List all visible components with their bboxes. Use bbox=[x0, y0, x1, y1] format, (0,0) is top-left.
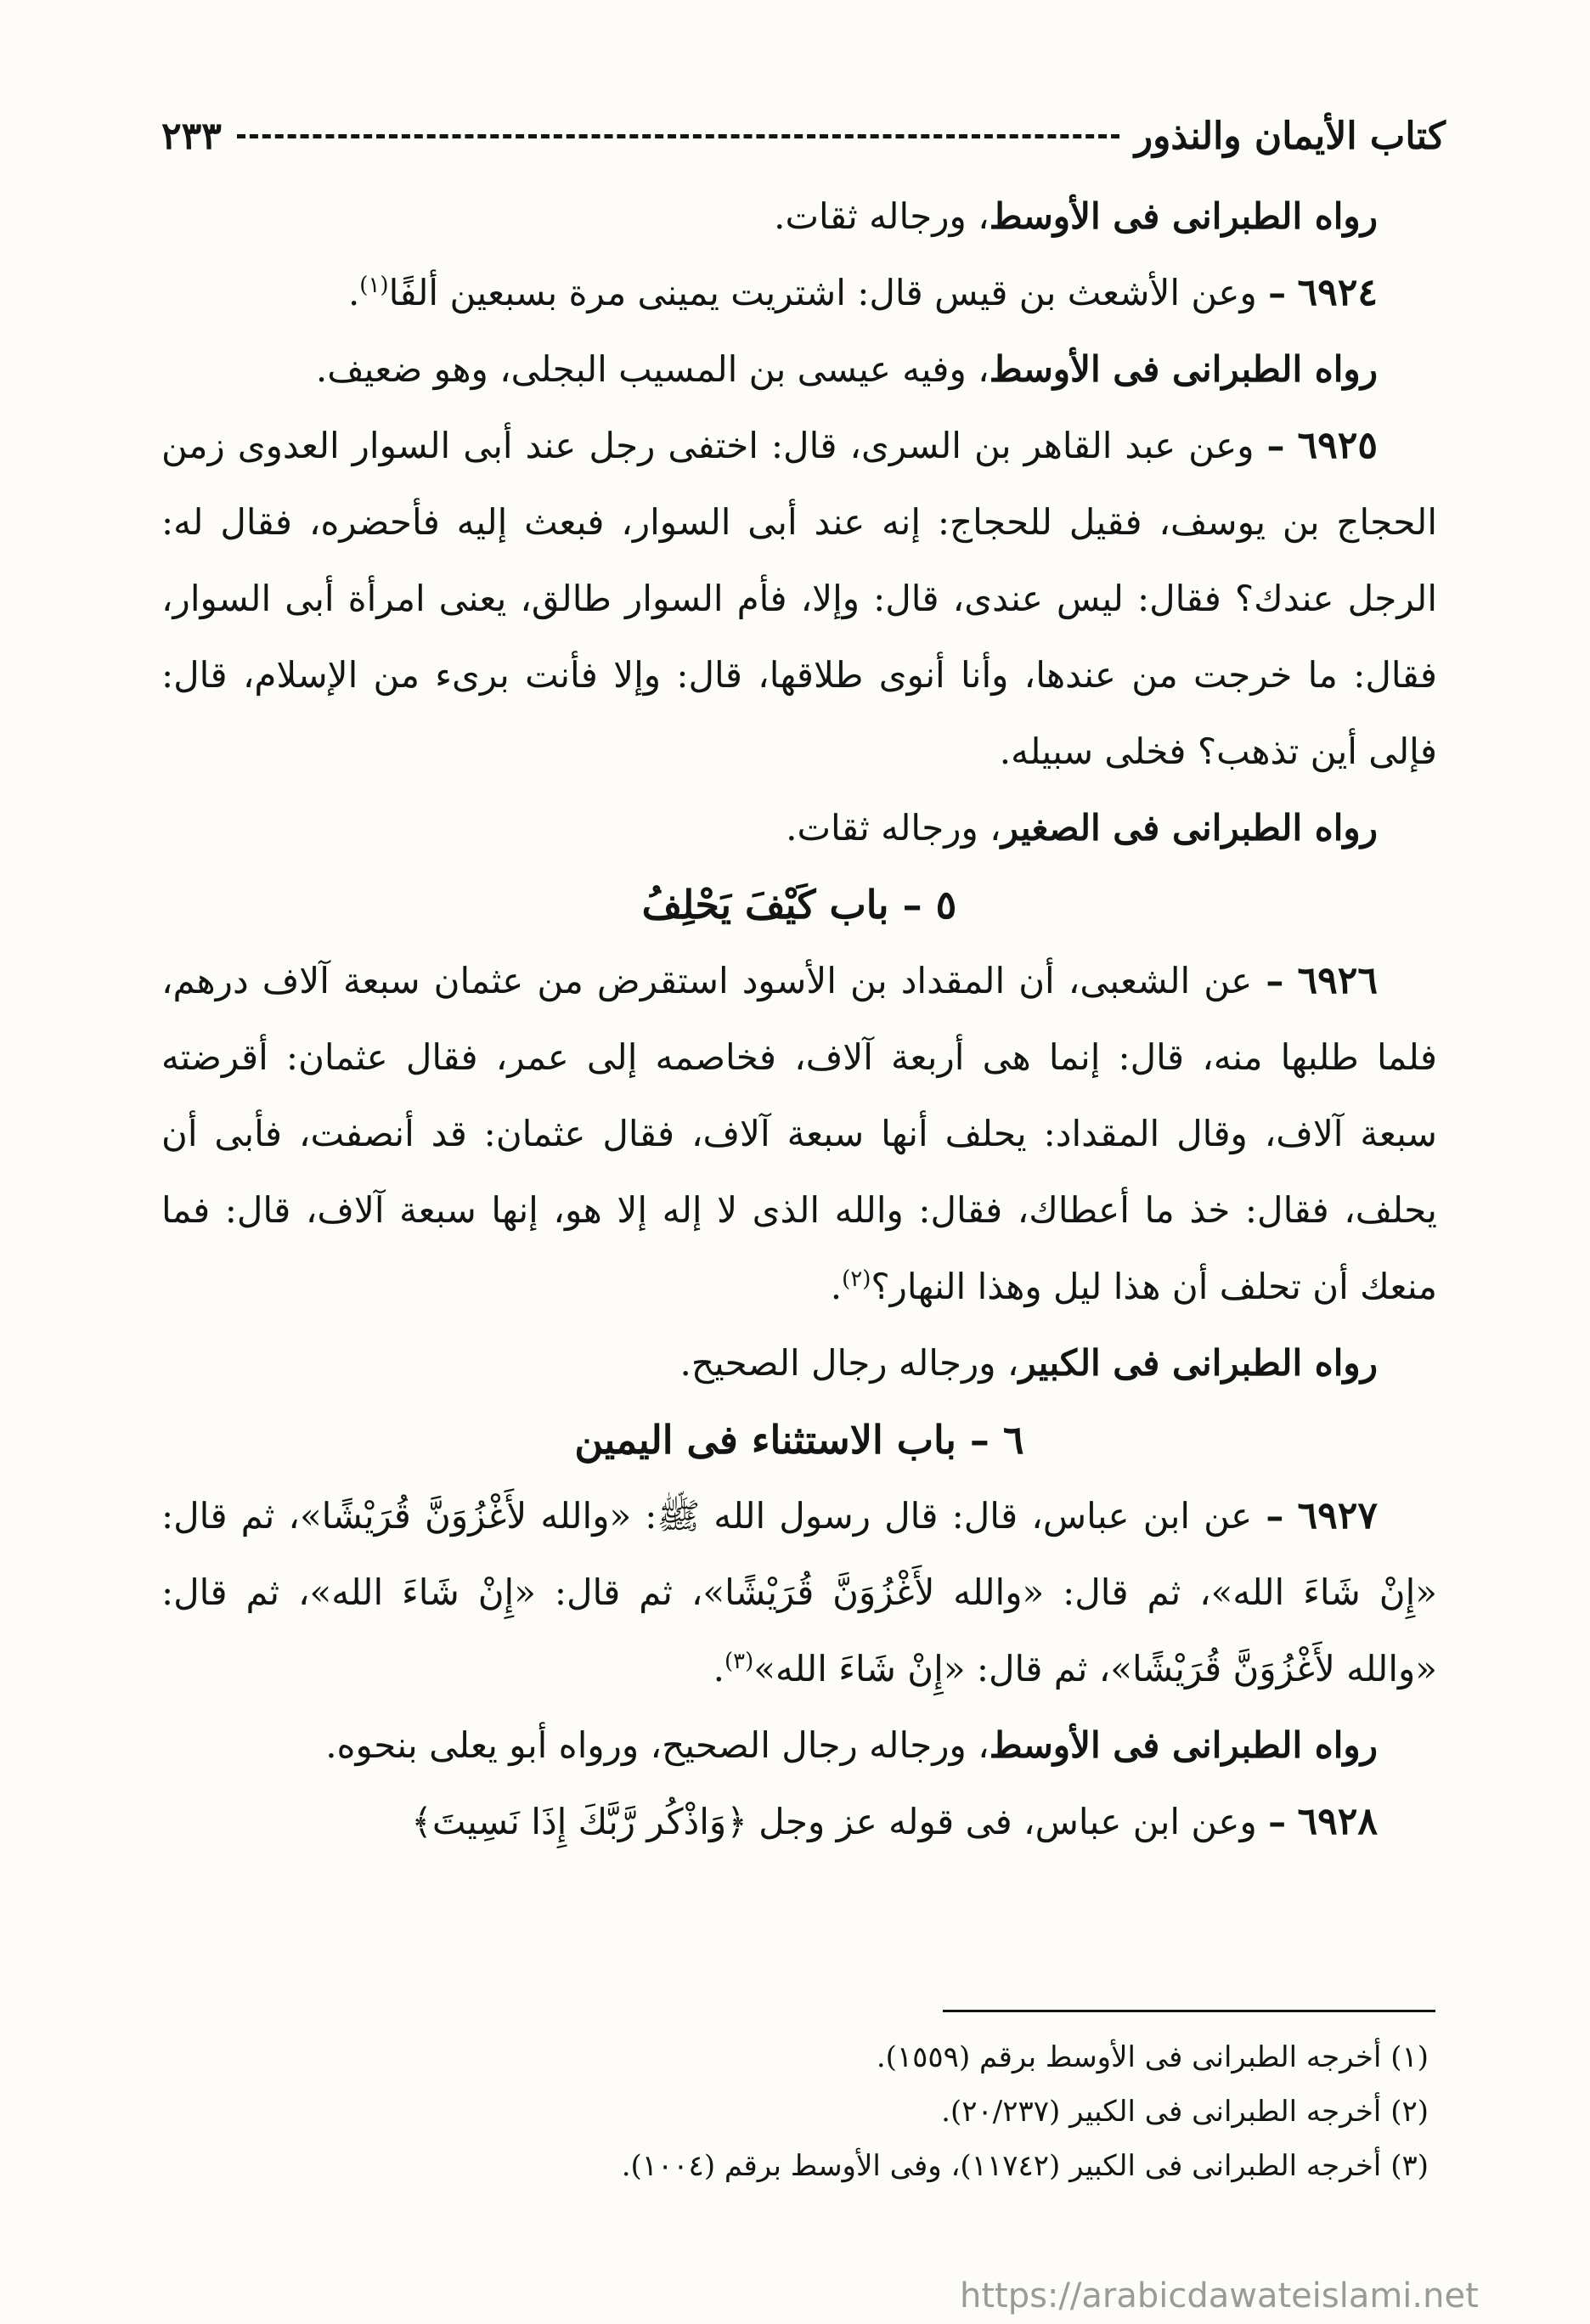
source-line: رواه الطبرانى فى الأوسط، ورجاله رجال الصحيح، ورواه أبو يعلى بنحوه. bbox=[325, 1724, 1378, 1766]
page-number: ٢٣٣ bbox=[161, 114, 222, 158]
footnotes bbox=[161, 2030, 1429, 2193]
footnote: (٢) أخرجه الطبرانى فى الكبير (٢٠/٢٣٧). bbox=[941, 2095, 1429, 2129]
book-title: كتاب الأيمان والنذور bbox=[1134, 114, 1446, 158]
footnote-ref: (٢) bbox=[842, 1266, 871, 1292]
main-text bbox=[161, 178, 1437, 1860]
hadith-entry: ٦٩٢٥ – وعن عبد القاهر بن السرى، قال: اختفى رجل عند أبى السوار العدوى زمن الحجاج بن يوسف، فقيل للحجاج: إنه عند أبى السوار، فبعث إليه فأحضره، فقال له: الرجل عندك؟ فقال: ليس عندى، قال: وإلا، فأم السوار طالق، يعنى امرأة أبى السوار، فقال: ما خرجت من عندها، وأنا أنوى طلاقها، قال: وإلا فأنت برىء من الإسلام، قال: فإلى أين تذهب؟ فخلى سبيله. bbox=[161, 424, 1437, 772]
footnote: (٣) أخرجه الطبرانى فى الكبير (١١٧٤٢)، وفى الأوسط برقم (١٠٠٤). bbox=[621, 2149, 1429, 2183]
source-line: رواه الطبرانى فى الأوسط، وفيه عيسى بن المسيب البجلى، وهو ضعيف. bbox=[315, 348, 1378, 390]
chapter-heading: ٥ – باب كَيْفَ يَحْلِفُ bbox=[641, 882, 957, 928]
hadith-entry: ٦٩٢٨ – وعن ابن عباس، فى قوله عز وجل ﴿وَاذْكُر رَّبَّكَ إِذَا نَسِيتَ﴾ bbox=[411, 1800, 1378, 1843]
footnote-ref: (٣) bbox=[725, 1649, 754, 1674]
hadith-entry: ٦٩٢٧ – عن ابن عباس، قال: قال رسول الله ﷺ: «والله لأَغْزُوَنَّ قُرَيْشًا»، ثم قال: «إِنْ شَاءَ الله»، ثم قال: «والله لأَغْزُوَنَّ قُرَيْشًا»، ثم قال: «إِنْ شَاءَ الله»، ثم قال: «والله لأَغْزُوَنَّ قُرَيْشًا»، ثم قال: «إِنْ شَاءَ الله»$^{(٣)}$. bbox=[161, 1494, 1437, 1689]
source-line: رواه الطبرانى فى الأوسط، ورجاله ثقات. bbox=[774, 195, 1378, 237]
hadith-number: ٦٩٢٨ bbox=[1297, 1800, 1378, 1843]
hadith-number: ٦٩٢٦ bbox=[1297, 959, 1379, 1002]
footnote-ref: (١) bbox=[359, 273, 389, 298]
hadith-number: ٦٩٢٤ bbox=[1297, 271, 1378, 314]
chapter-heading: ٦ – باب الاستثناء فى اليمين bbox=[574, 1417, 1024, 1463]
header-dashed-rule bbox=[237, 134, 1119, 138]
source-line: رواه الطبرانى فى الكبير، ورجاله رجال الصحيح. bbox=[679, 1342, 1378, 1384]
watermark-url: https://arabicdawateislami.net bbox=[960, 2276, 1479, 2316]
hadith-entry: ٦٩٢٦ – عن الشعبى، أن المقداد بن الأسود استقرض من عثمان سبعة آلاف درهم، فلما طلبها منه، قال: إنما هى أربعة آلاف، فخاصمه إلى عمر، فقال عثمان: أقرضته سبعة آلاف، وقال المقداد: يحلف أنها سبعة آلاف، فقال عثمان: قد أنصفت، فأبى أن يحلف، فقال: خذ ما أعطاك، فقال: والله الذى لا إله إلا هو، إنها سبعة آلاف، قال: فما منعك أن تحلف أن هذا ليل وهذا النهار؟$^{(٢)}$. bbox=[161, 959, 1437, 1307]
footnote: (١) أخرجه الطبرانى فى الأوسط برقم (١٥٥٩). bbox=[876, 2040, 1429, 2074]
running-header bbox=[161, 102, 1446, 170]
footnote-separator bbox=[943, 2010, 1435, 2012]
hadith-number: ٦٩٢٥ bbox=[1297, 424, 1378, 467]
hadith-entry: ٦٩٢٤ – وعن الأشعث بن قيس قال: اشتريت يمينى مرة بسبعين ألفًا$^{(١)}$. bbox=[347, 271, 1378, 314]
hadith-number: ٦٩٢٧ bbox=[1297, 1494, 1378, 1537]
source-line: رواه الطبرانى فى الصغير، ورجاله ثقات. bbox=[786, 807, 1378, 849]
